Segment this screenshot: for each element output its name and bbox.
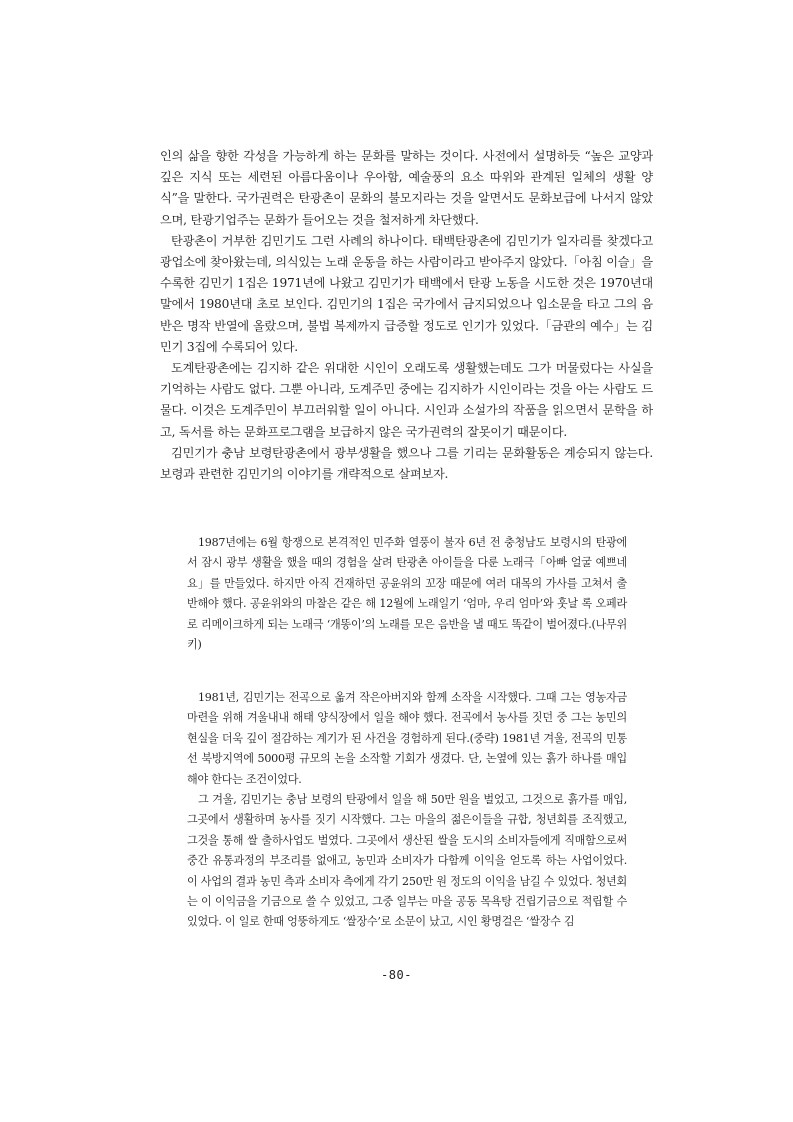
main-body-text <box>160 146 653 485</box>
page-number: -80- <box>381 968 412 982</box>
body-paragraph: 탄광촌이 거부한 김민기도 그런 사례의 하나이다. 태백탄광촌에 김민기가 일자리를 찾겠다고 광업소에 찾아왔는데, 의식있는 노래 운동을 하는 사람이라고 받아주지 않았다.「아침 이슬」을 수록한 김민기 1집은 1971년에 나왔고 김민기가 태백에서 탄광 노동을 시도한 것은 1970년대 말에서 1980년대 초로 보인다. 김민기의 1집은 국가에서 금지되었으나 입소문을 타고 그의 음반은 명작 반열에 올랐으며, 불법 복제까지 급증할 정도로 인기가 있었다.「금관의 예수」는 김민기 3집에 수록되어 있다. <box>160 233 653 354</box>
body-paragraph: 도계탄광촌에는 김지하 같은 위대한 시인이 오래도록 생활했는데도 그가 머물렀다는 사실을 기억하는 사람도 없다. 그뿐 아니라, 도계주민 중에는 김지하가 시인이라는 것을 아는 사람도 드물다. 이것은 도계주민이 부끄러워할 일이 아니다. 시인과 소설가의 작품을 읽으면서 문학을 하고, 독서를 하는 문화프로그램을 보급하지 않은 국가권력의 잘못이기 때문이다. <box>160 361 653 439</box>
quote-paragraph: 1981년, 김민기는 전곡으로 옮겨 작은아버지와 함께 소작을 시작했다. 그때 그는 영농자금 마련을 위해 겨울내내 해태 양식장에서 일을 해야 했다. 전곡에서 농사를 짓던 중 그는 농민의 현실을 더욱 깊이 절감하는 계기가 된 사건을 경험하게 된다.(중략) 1981년 겨울, 전곡의 민통선 북방지역에 5000평 규모의 논을 소작할 기회가 생겼다. 단, 논옆에 있는 흙가 하나를 매입해야 한다는 조건이었다. <box>187 691 627 786</box>
quote-paragraph: 그 겨울, 김민기는 충남 보령의 탄광에서 일을 해 50만 원을 벌었고, 그것으로 흙가를 매입, 그곳에서 생활하며 농사를 짓기 시작했다. 그는 마을의 젊은이들을 규합, 청년회를 조직했고, 그것을 통해 쌀 출하사업도 벌였다. 그곳에서 생산된 쌀을 도시의 소비자들에게 직매함으로써 중간 유통과정의 부조리를 없애고, 농민과 소비자가 다함께 이익을 얻도록 하는 사업이었다. 이 사업의 결과 농민 측과 소비자 측에게 각기 250만 원 정도의 이익을 남길 수 있었다. 청년회는 이 이익금을 기금으로 쓸 수 있었고, 그중 일부는 마을 공동 목욕탕 건립기금으로 적립할 수 있었다. 이 일로 한때 엉뚱하게도 ‘쌀장수’로 소문이 났고, 시인 황명걸은 ‘쌀장수 김 <box>187 793 627 929</box>
block-quote-kim-mingi-biography <box>187 688 627 933</box>
body-paragraph: 김민기가 충남 보령탄광촌에서 광부생활을 했으나 그를 기리는 문화활동은 계승되지 않는다. 보령과 관련한 김민기의 이야기를 개략적으로 살펴보자. <box>160 445 653 482</box>
block-quote-namuwiki <box>187 533 627 655</box>
quote-paragraph: 1987년에는 6월 항쟁으로 본격적인 민주화 열풍이 불자 6년 전 충청남도 보령시의 탄광에서 잠시 광부 생활을 했을 때의 경험을 살려 탄광촌 아이들을 다룬 노래극「아빠 얼굴 예쁘네요」를 만들었다. 하지만 아직 건재하던 공윤위의 꼬장 때문에 여러 대목의 가사를 고쳐서 출반해야 했다. 공윤위와의 마찰은 같은 해 12월에 노래일기 ‘엄마, 우리 엄마’와 훗날 록 오페라로 리메이크하게 되는 노래극 ‘개똥이’의 노래를 모은 음반을 낼 때도 똑같이 벌어졌다.(나무위키) <box>187 536 627 652</box>
body-paragraph: 인의 삶을 향한 각성을 가능하게 하는 문화를 말하는 것이다. 사전에서 설명하듯 “높은 교양과 깊은 지식 또는 세련된 아름다움이나 우아함, 예술풍의 요소 따위와 관계된 일체의 생활 양식”을 말한다. 국가권력은 탄광촌이 문화의 불모지라는 것을 알면서도 문화보급에 나서지 않았으며, 탄광기업주는 문화가 들어오는 것을 철저하게 차단했다. <box>160 149 653 227</box>
